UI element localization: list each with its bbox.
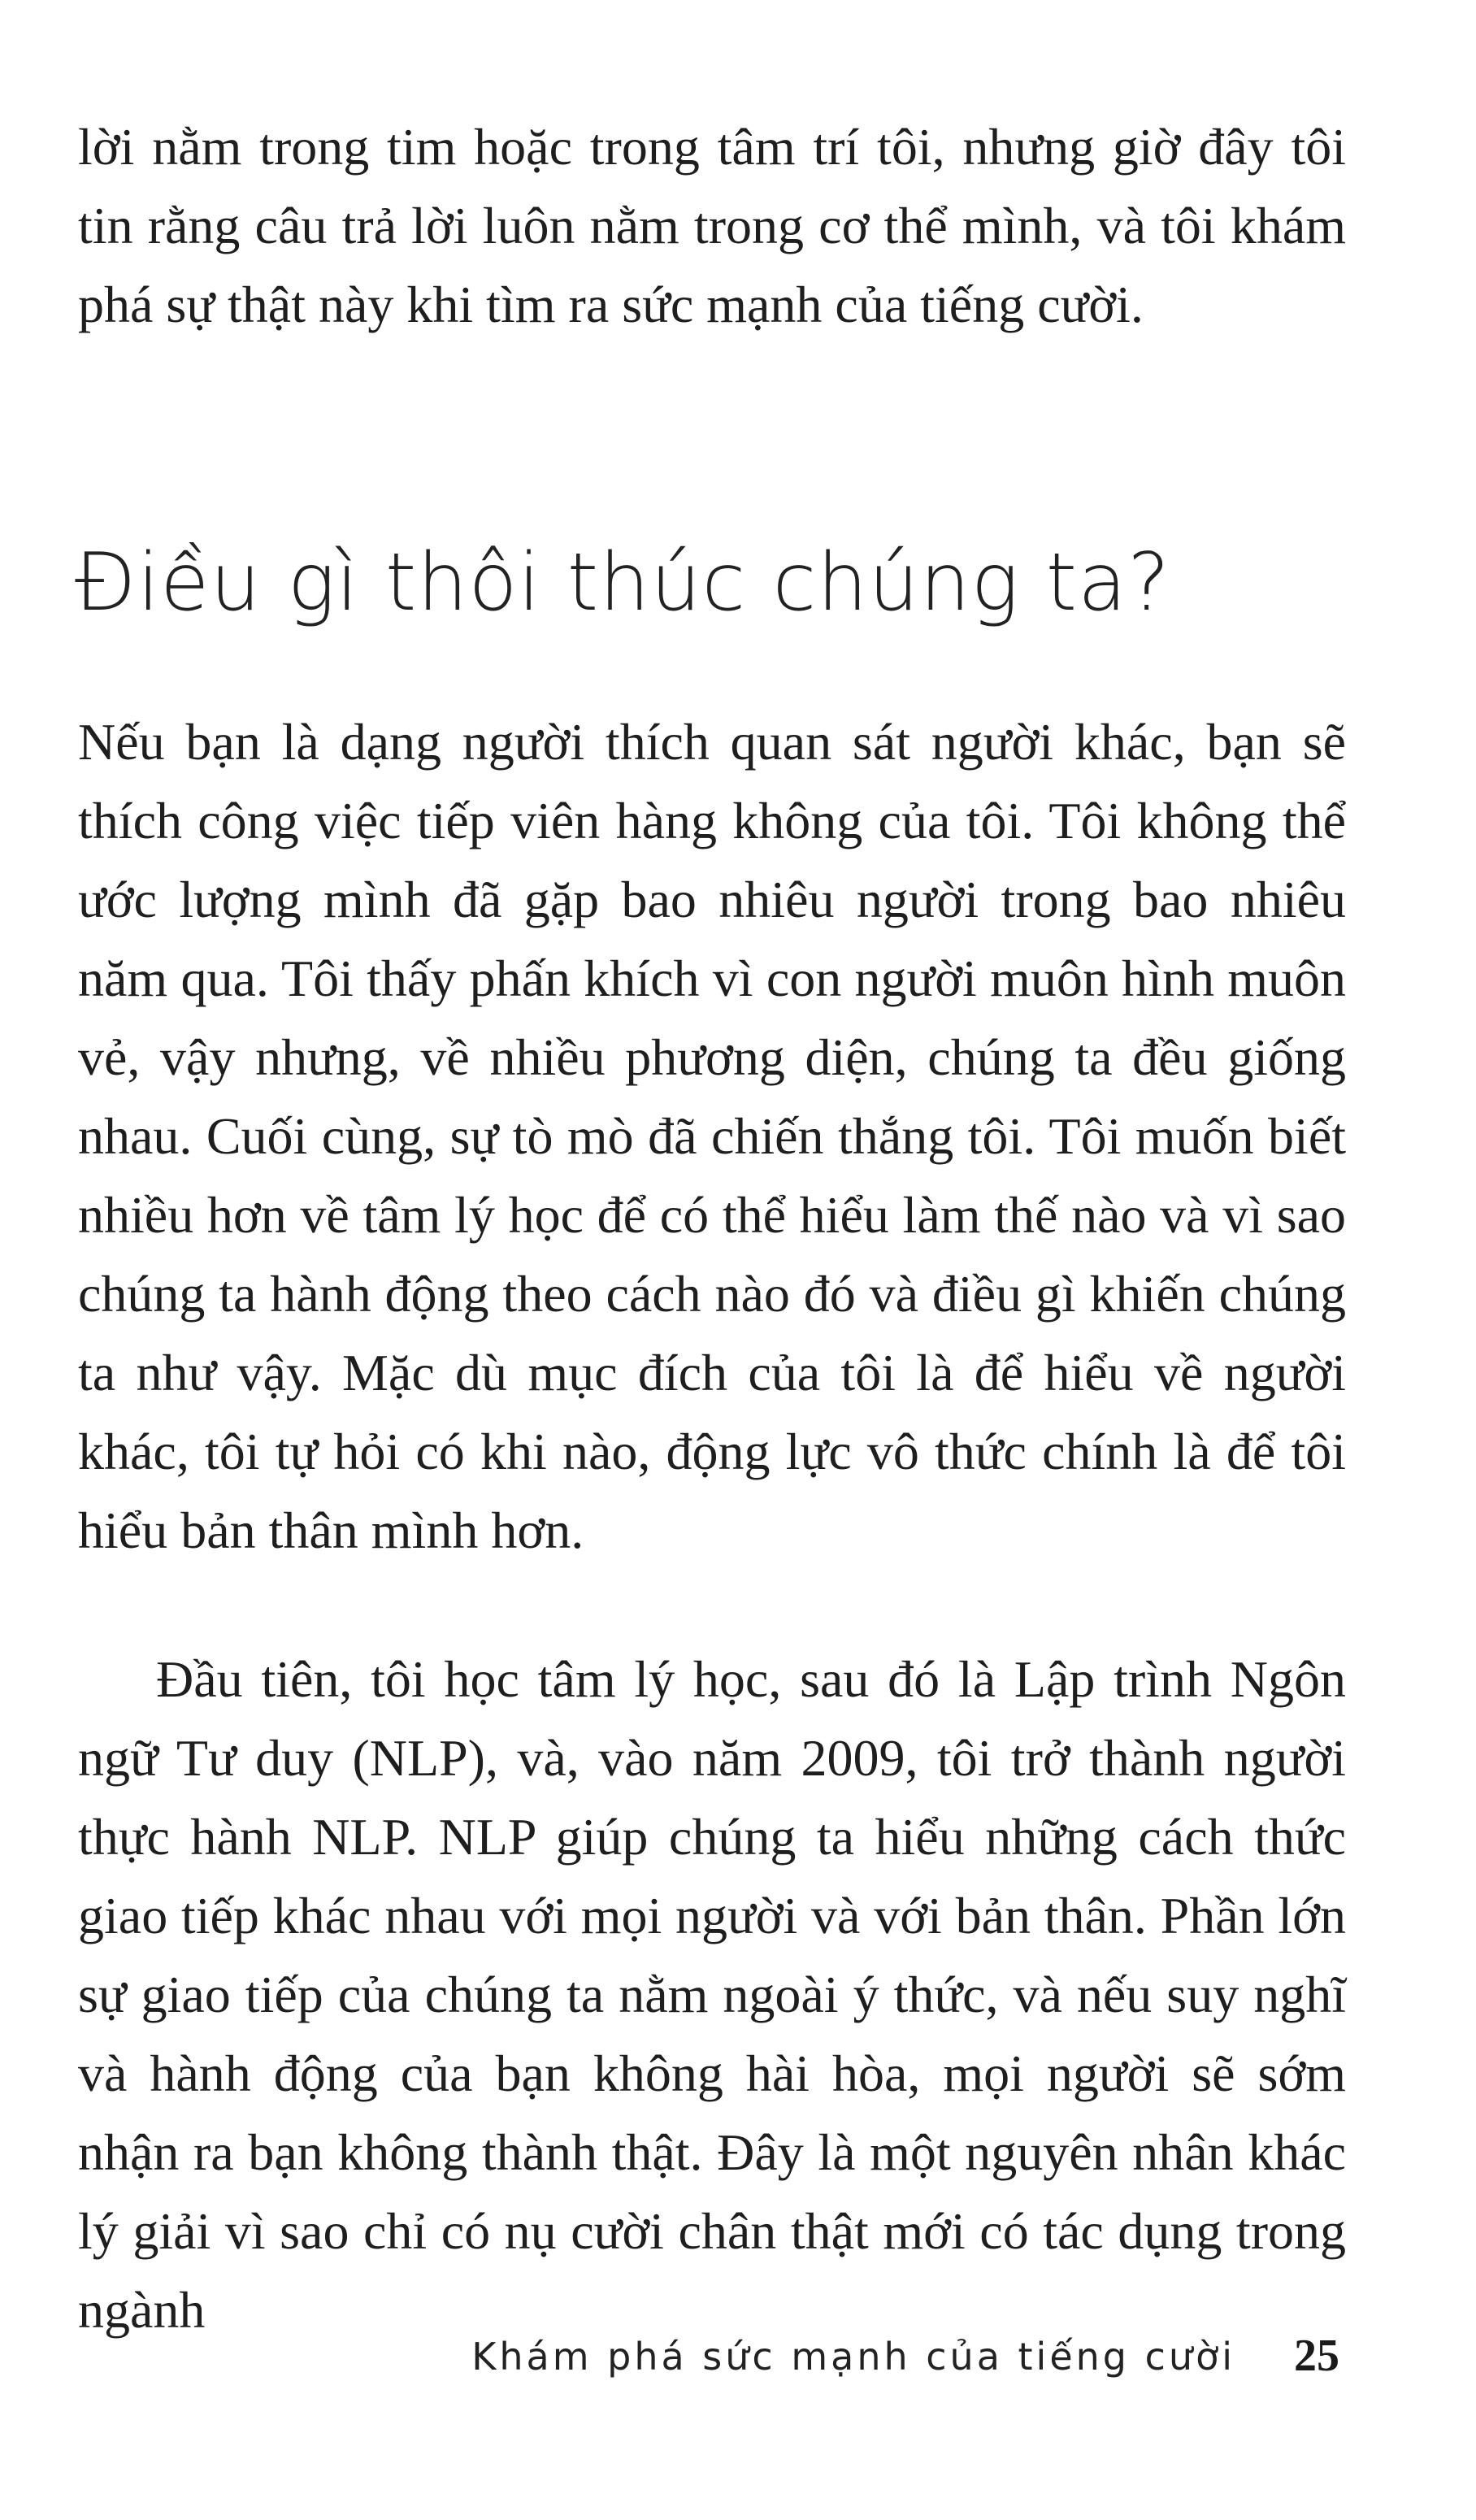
body-text — [78, 702, 1346, 2349]
section-heading: Điều gì thôi thúc chúng ta? — [75, 537, 1171, 629]
body-paragraph: Đầu tiên, tôi học tâm lý học, sau đó là Lập trình Ngôn ngữ Tư duy (NLP), và, vào năm 2009, tôi trở thành người thực hành NLP. NLP giúp chúng ta hiểu những cách thức giao tiếp khác nhau với mọi người và với bản thân. Phần lớn sự giao tiếp của chúng ta nằm ngoài ý thức, và nếu suy nghĩ và hành động của bạn không hài hòa, mọi người sẽ sớm nhận ra bạn không thành thật. Đây là một nguyên nhân khác lý giải vì sao chỉ có nụ cười chân thật mới có tác dụng trong ngành — [78, 1650, 1346, 2339]
intro-text — [78, 107, 1346, 344]
page-footer — [0, 2327, 1476, 2408]
intro-paragraph: lời nằm trong tim hoặc trong tâm trí tôi, nhưng giờ đây tôi tin rằng câu trả lời luôn nằm trong cơ thể mình, và tôi khám phá sự thật này khi tìm ra sức mạnh của tiếng cười. — [78, 118, 1346, 333]
body-paragraph: Nếu bạn là dạng người thích quan sát người khác, bạn sẽ thích công việc tiếp viên hàng không của tôi. Tôi không thể ước lượng mình đã gặp bao nhiêu người trong bao nhiêu năm qua. Tôi thấy phấn khích vì con người muôn hình muôn vẻ, vậy nhưng, về nhiều phương diện, chúng ta đều giống nhau. Cuối cùng, sự tò mò đã chiến thắng tôi. Tôi muốn biết nhiều hơn về tâm lý học để có thể hiểu làm thế nào và vì sao chúng ta hành động theo cách nào đó và điều gì khiến chúng ta như vậy. Mặc dù mục đích của tôi là để hiểu về người khác, tôi tự hỏi có khi nào, động lực vô thức chính là để tôi hiểu bản thân mình hơn. — [78, 713, 1346, 1559]
running-title: Khám phá sức mạnh của tiếng cười — [471, 2335, 1235, 2379]
page-number: 25 — [1294, 2331, 1339, 2381]
